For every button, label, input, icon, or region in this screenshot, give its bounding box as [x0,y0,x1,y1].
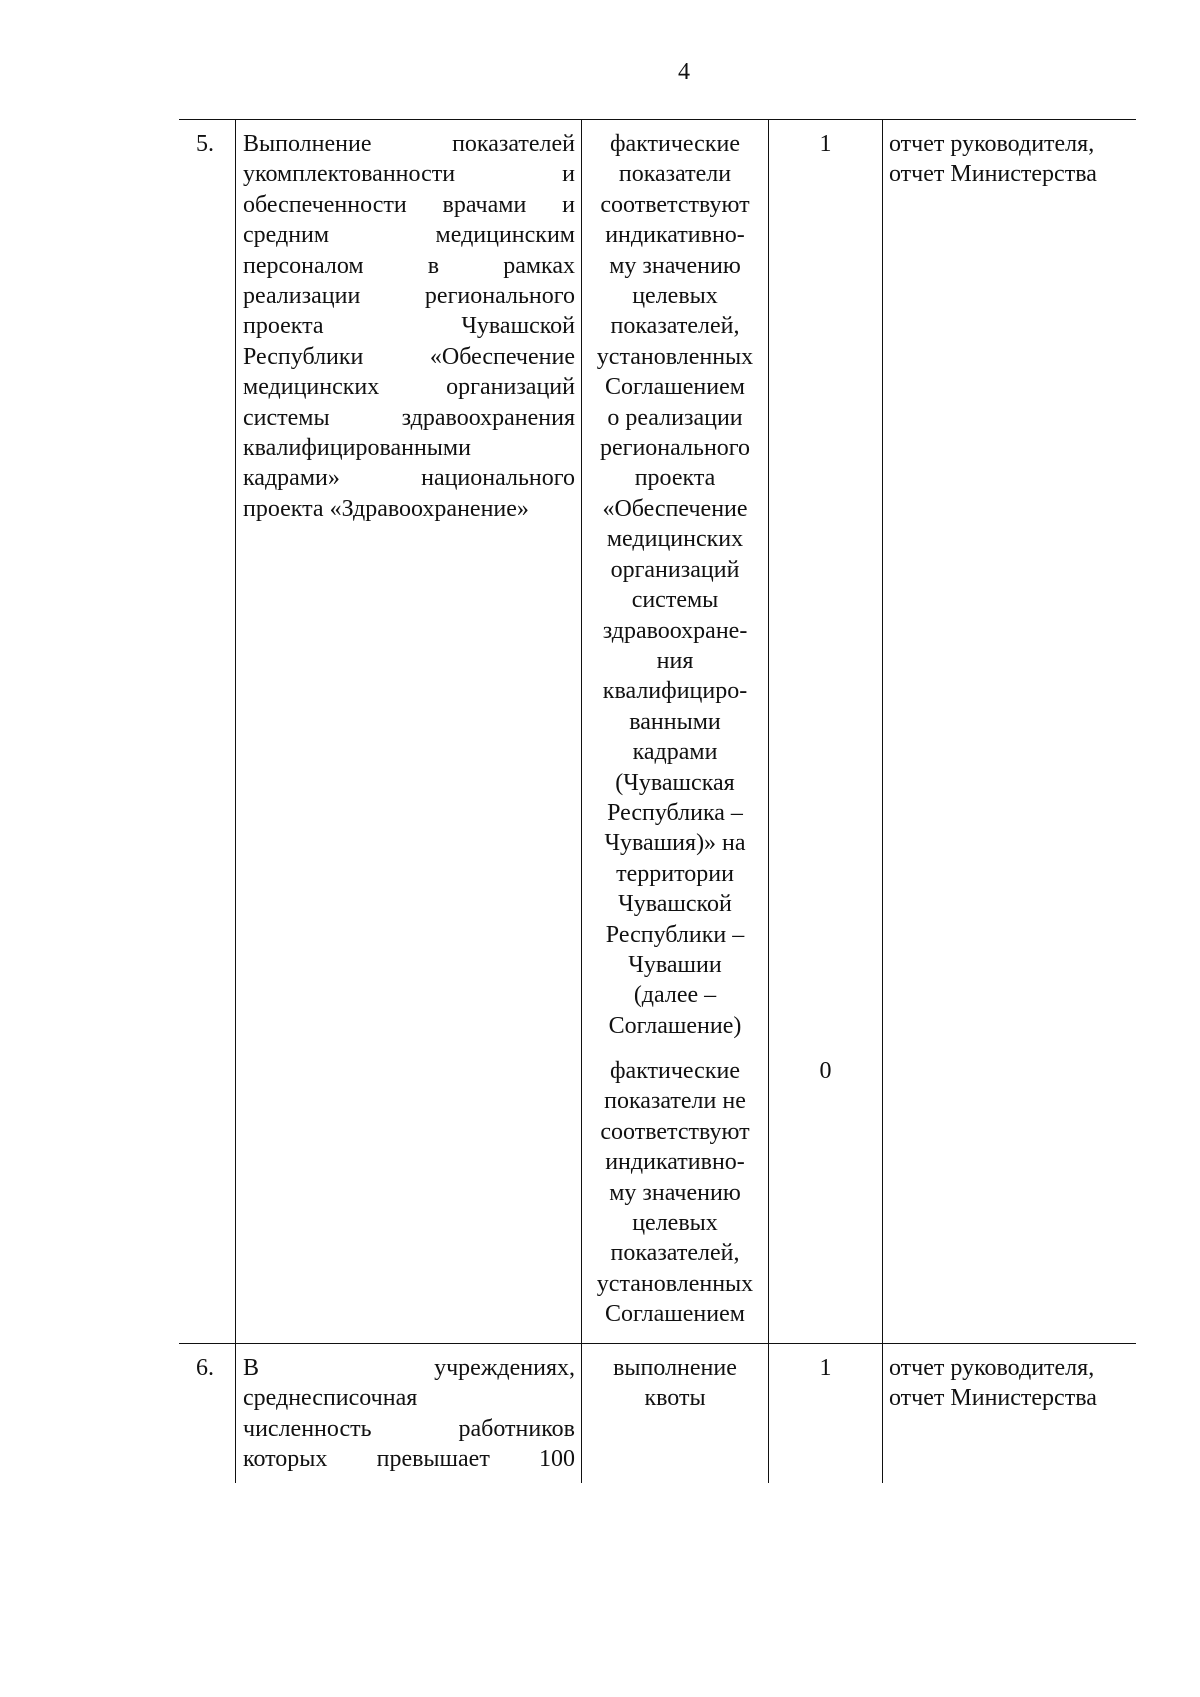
column-border-1 [235,119,236,1483]
source-line: отчет руководителя, [889,1355,1095,1381]
condition-line: выполнение [613,1355,737,1381]
criterion-line: обеспеченности врачами и [243,191,575,218]
condition-line: регионального [599,435,751,462]
criterion-line: средним медицинским [243,222,575,249]
condition-line: фактические [609,1058,740,1084]
source-line: отчет руководителя, [889,131,1095,157]
condition-line: Чувашской [618,891,732,918]
condition-line: (Чувашская [615,769,735,796]
condition-line: показатели [618,161,732,188]
condition-line: целевых [632,283,718,310]
criterion-line: кадрами» национального [243,465,575,492]
condition-line: медицинских [606,526,744,553]
condition-line: установленных [596,1270,754,1297]
condition-line: соответствуют [600,1118,750,1145]
criterion-line: укомплектованности и [243,161,575,188]
condition-line: показателей, [610,313,740,340]
condition-line: индикативно- [605,1149,745,1176]
condition-line: ния [656,647,694,674]
score-value: 1 [819,131,832,157]
criterion-line: квалифицированными [243,435,471,462]
condition-cell [582,129,768,1041]
condition-line: квалифициро- [602,678,748,705]
condition-line: Республики – [605,921,745,948]
condition-line: территории [616,860,734,887]
condition-line: здравоохране- [602,617,748,644]
condition-line: организаций [610,556,740,583]
condition-line: Чувашии [628,951,722,978]
criterion-cell [243,129,575,524]
condition-line: проекта [634,465,716,492]
condition-line: фактические [609,131,740,157]
table-top-border [179,119,1136,120]
criterion-line: среднесписочная [243,1385,418,1412]
condition-line: Чувашия)» на [604,830,746,857]
condition-line: о реализации [607,404,743,431]
source-line: отчет Министерства [889,1385,1097,1412]
criterion-line: В учреждениях, [243,1355,575,1381]
criterion-line: проекта «Здравоохранение» [243,495,529,522]
condition-line: му значению [609,1179,741,1206]
criterion-line: численность работников [243,1415,575,1442]
condition-line: Соглашением [605,1301,745,1328]
criterion-line: персоналом в рамках [243,252,575,279]
condition-line: Соглашение) [608,1012,742,1039]
row-separator [179,1343,1136,1344]
source-cell [889,129,1134,190]
score-value: 0 [819,1058,832,1084]
criterion-line: Выполнение показателей [243,131,575,157]
condition-line: кадрами [632,739,718,766]
condition-line: му значению [609,252,741,279]
condition-cell [582,1353,768,1414]
criterion-line: проекта Чувашской [243,313,575,340]
criterion-line: медицинских организаций [243,374,575,401]
row-number: 6. [196,1355,214,1381]
page-number: 4 [678,59,690,85]
condition-line: квоты [644,1385,706,1412]
condition-line: системы [631,587,719,614]
source-cell [889,1353,1134,1414]
condition-line: Соглашением [605,374,745,401]
condition-line: соответствуют [600,191,750,218]
criterion-line: которых превышает 100 [243,1446,575,1473]
row-number: 5. [196,131,214,157]
condition-line: установленных [596,343,754,370]
criterion-line: реализации регионального [243,283,575,310]
criterion-line: системы здравоохранения [243,404,575,431]
criterion-cell [243,1353,575,1475]
source-line: отчет Министерства [889,161,1097,188]
column-border-3 [768,119,769,1483]
condition-line: показателей, [610,1240,740,1267]
condition-line: целевых [632,1210,718,1237]
condition-cell [582,1056,768,1330]
column-border-4 [882,119,883,1483]
condition-line: индикативно- [605,222,745,249]
condition-line: ванными [629,708,721,735]
condition-line: «Обеспечение [602,495,748,522]
score-value: 1 [819,1355,832,1381]
condition-line: (далее – [633,982,717,1009]
criterion-line: Республики «Обеспечение [243,343,575,370]
condition-line: показатели не [604,1088,746,1115]
condition-line: Республика – [607,799,743,826]
